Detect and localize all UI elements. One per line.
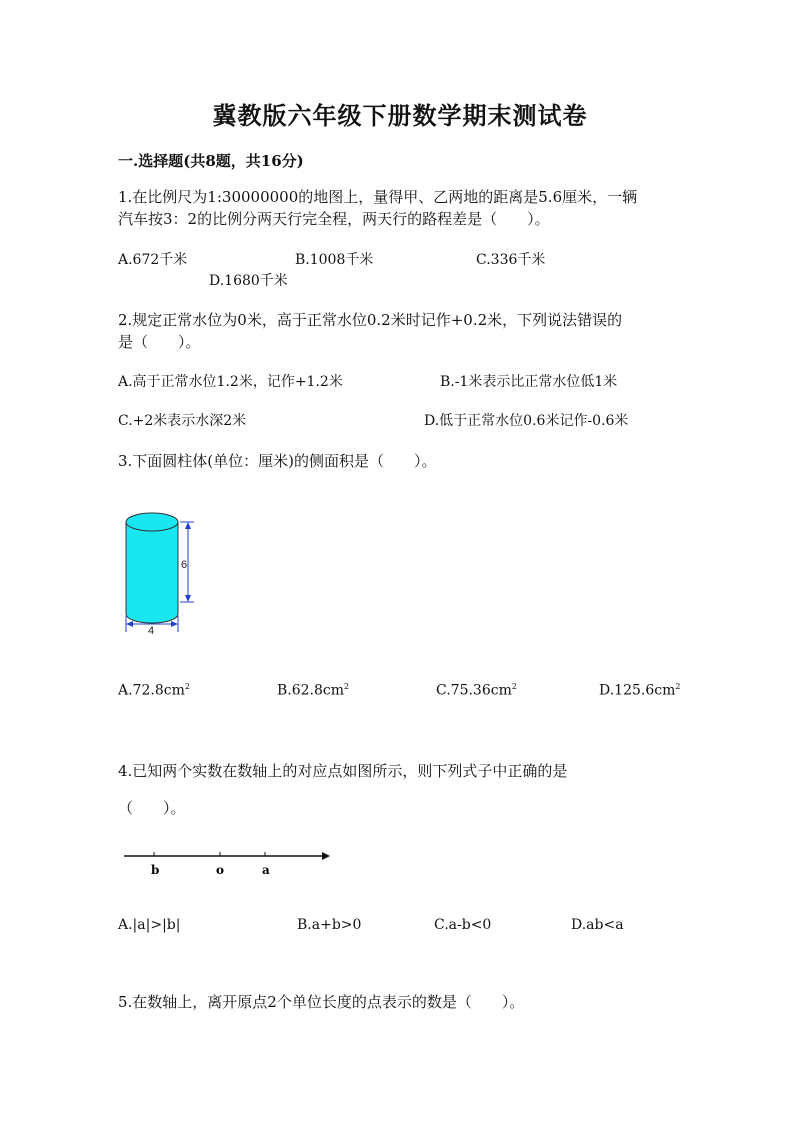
section-heading: 一.选择题(共8题，共16分): [118, 152, 304, 170]
q3-option-b: $B.62.8cm^2$: [277, 682, 350, 699]
q1-option-d: D.1680千米: [209, 273, 288, 289]
number-line-arrow: [322, 852, 330, 860]
q2-option-b: B.-1米表示比正常水位低1米: [440, 374, 618, 390]
page-title: 冀教版六年级下册数学期末测试卷: [212, 101, 588, 130]
q3-option-c: $C.75.36cm^2$: [436, 682, 517, 699]
diameter-label: 4: [148, 625, 155, 637]
point-label-b: b: [151, 863, 160, 877]
q4-option-d: D.ab<a: [571, 917, 624, 933]
point-label-a: a: [262, 863, 270, 877]
cylinder-figure: [118, 500, 208, 640]
question-1-line-1: 1.在比例尺为1:30000000的地图上，量得甲、乙两地的距离是5.6厘米，一辆: [118, 188, 638, 206]
q1-option-a: A.672千米: [118, 252, 188, 268]
q2-option-c: C.+2米表示水深2米: [118, 413, 247, 429]
question-5-line-1: 5.在数轴上，离开原点2个单位长度的点表示的数是（ ）。: [118, 993, 525, 1011]
question-3-line-1: 3.下面圆柱体(单位：厘米)的侧面积是（ ）。: [118, 452, 437, 470]
q4-option-a: A.|a|>|b|: [118, 917, 181, 933]
q3-option-d: $D.125.6cm^2$: [599, 682, 681, 699]
question-1-line-2: 汽车按3：2的比例分两天行完全程，两天行的路程差是（ ）。: [118, 210, 550, 228]
q2-option-d: D.低于正常水位0.6米记作-0.6米: [424, 413, 629, 429]
cylinder-mask: [126, 600, 178, 614]
q4-option-c: C.a-b<0: [434, 917, 492, 933]
q1-option-b: B.1008千米: [295, 252, 374, 268]
q2-option-a: A.高于正常水位1.2米，记作+1.2米: [118, 374, 343, 390]
question-2-line-2: 是（ ）。: [118, 333, 201, 351]
height-label: 6: [181, 559, 188, 571]
point-label-o: o: [216, 863, 225, 877]
question-4-line-2: （ ）。: [118, 799, 186, 817]
q3-option-a: $A.72.8cm^2$: [118, 682, 190, 699]
q4-option-b: B.a+b>0: [297, 917, 362, 933]
question-4-line-1: 4.已知两个实数在数轴上的对应点如图所示，则下列式子中正确的是: [118, 762, 568, 780]
number-line-figure: [118, 846, 338, 882]
question-2-line-1: 2.规定正常水位为0米，高于正常水位0.2米时记作+0.2米，下列说法错误的: [118, 311, 623, 329]
q1-option-c: C.336千米: [476, 252, 546, 268]
cylinder-top: [126, 513, 178, 531]
